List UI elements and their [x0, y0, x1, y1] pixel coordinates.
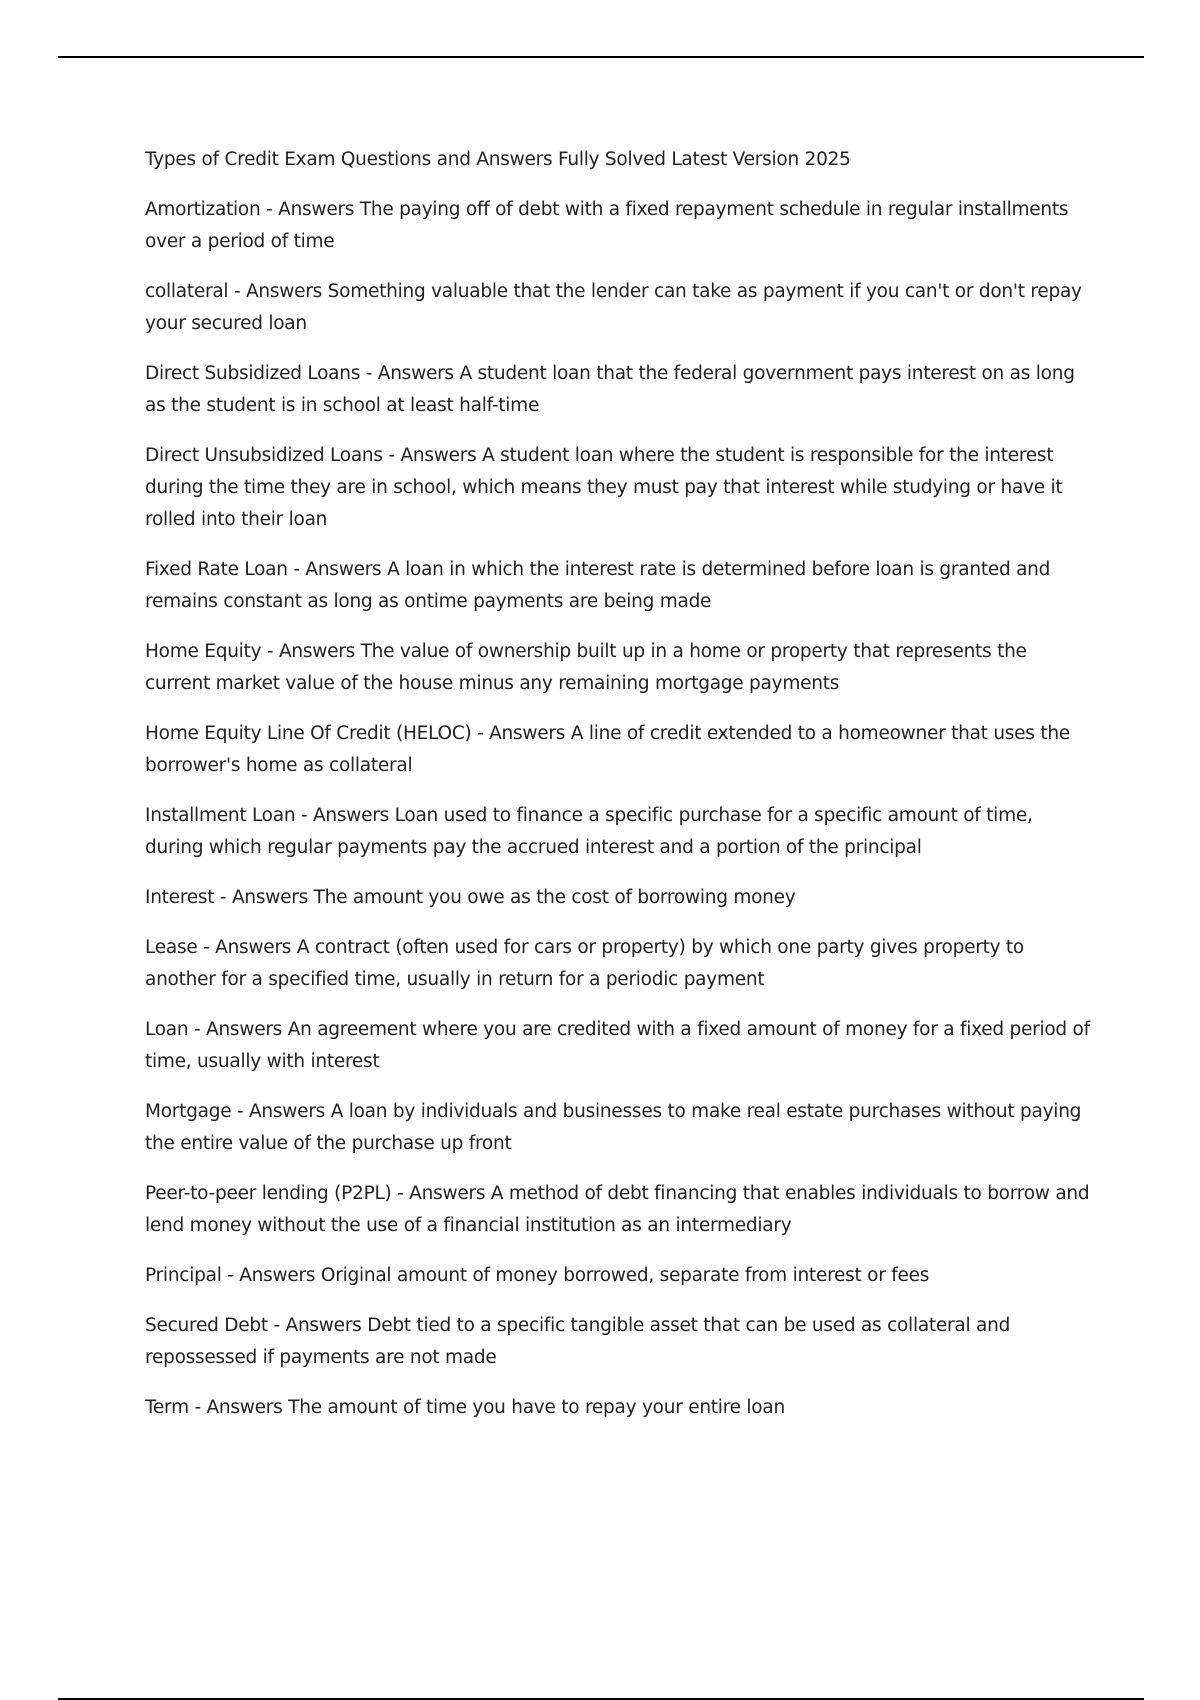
- entry-amortization: Amortization - Answers The paying off of debt with a fixed repayment schedule in regular installments over a period of time: [145, 199, 1069, 252]
- entry-direct-subsidized-loans: Direct Subsidized Loans - Answers A student loan that the federal government pays interest on as long as the student is in school at least half-time: [145, 363, 1075, 416]
- entry-collateral: collateral - Answers Something valuable that the lender can take as payment if you can't or don't repay your secured loan: [145, 281, 1082, 334]
- entry-installment-loan: Installment Loan - Answers Loan used to finance a specific purchase for a specific amount of time, during which regular payments pay the accrued interest and a portion of the principal: [145, 805, 1033, 858]
- entry-heloc: Home Equity Line Of Credit (HELOC) - Answers A line of credit extended to a homeowner that uses the borrower's home as collateral: [145, 723, 1070, 776]
- entry-loan: Loan - Answers An agreement where you are credited with a fixed amount of money for a fixed period of time, usually with interest: [145, 1019, 1090, 1072]
- entry-lease: Lease - Answers A contract (often used for cars or property) by which one party gives property to another for a specified time, usually in return for a periodic payment: [145, 937, 1024, 990]
- entry-list: [145, 194, 1095, 1424]
- document-body: [145, 144, 1095, 1442]
- entry-fixed-rate-loan: Fixed Rate Loan - Answers A loan in which the interest rate is determined before loan is granted and remains constant as long as ontime payments are being made: [145, 559, 1051, 612]
- entry-interest: Interest - Answers The amount you owe as the cost of borrowing money: [145, 887, 796, 908]
- entry-direct-unsubsidized-loans: Direct Unsubsidized Loans - Answers A student loan where the student is responsible for the interest during the time they are in school, which means they must pay that interest while studying or have it rolled into their loan: [145, 445, 1063, 530]
- entry-term: Term - Answers The amount of time you have to repay your entire loan: [145, 1397, 785, 1418]
- entry-secured-debt: Secured Debt - Answers Debt tied to a specific tangible asset that can be used as collateral and repossessed if payments are not made: [145, 1315, 1011, 1368]
- document-title: Types of Credit Exam Questions and Answers Fully Solved Latest Version 2025: [145, 149, 851, 170]
- entry-peer-to-peer-lending: Peer-to-peer lending (P2PL) - Answers A method of debt financing that enables individuals to borrow and lend money without the use of a financial institution as an intermediary: [145, 1183, 1090, 1236]
- entry-principal: Principal - Answers Original amount of money borrowed, separate from interest or fees: [145, 1265, 930, 1286]
- entry-mortgage: Mortgage - Answers A loan by individuals and businesses to make real estate purchases without paying the entire value of the purchase up front: [145, 1101, 1082, 1154]
- header-rule: [58, 56, 1144, 58]
- entry-home-equity: Home Equity - Answers The value of ownership built up in a home or property that represents the current market value of the house minus any remaining mortgage payments: [145, 641, 1027, 694]
